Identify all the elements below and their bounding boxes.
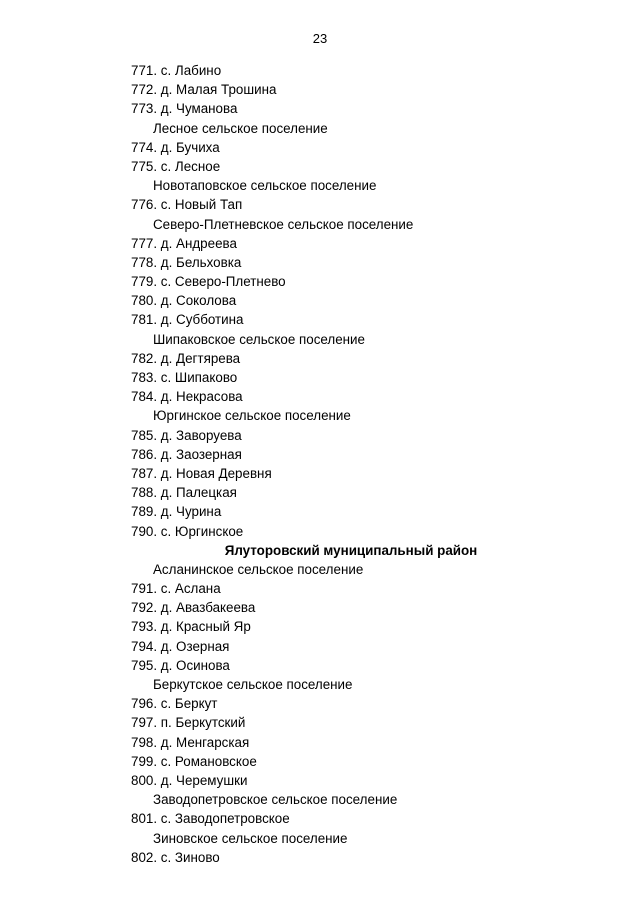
district-heading: Ялуторовский муниципальный район (224, 542, 478, 558)
locality-item: 789. д. Чурина (131, 504, 222, 520)
locality-item: 771. с. Лабино (131, 63, 222, 78)
locality-item: 773. д. Чуманова (131, 101, 238, 117)
locality-item: 778. д. Бельховка (131, 254, 242, 270)
locality-item: 777. д. Андреева (131, 235, 237, 251)
locality-item: 781. д. Субботина (131, 312, 244, 328)
locality-item: 793. д. Красный Яр (131, 619, 251, 635)
locality-item: 788. д. Палецкая (131, 485, 237, 501)
settlement-heading: Зиновское сельское поселение (153, 830, 348, 846)
settlement-heading: Асланинское сельское поселение (153, 561, 364, 577)
document-list (0, 61, 640, 867)
locality-item: 776. с. Новый Тап (131, 197, 243, 213)
page-number: 23 (312, 31, 328, 46)
settlement-heading: Юргинское сельское поселение (153, 408, 351, 424)
settlement-heading: Северо-Плетневское сельское поселение (153, 216, 414, 232)
locality-item: 785. д. Заворуева (131, 427, 242, 443)
locality-item: 797. п. Беркутский (131, 715, 246, 731)
settlement-heading: Новотаповское сельское поселение (153, 178, 377, 194)
locality-item: 774. д. Бучиха (131, 139, 220, 155)
locality-item: 799. с. Романовское (131, 753, 257, 769)
locality-item: 802. с. Зиново (131, 849, 220, 865)
locality-item: 786. д. Заозерная (131, 446, 242, 462)
locality-item: 795. д. Осинова (131, 657, 230, 673)
settlement-heading: Лесное сельское поселение (153, 120, 328, 136)
locality-item: 794. д. Озерная (131, 638, 230, 654)
settlement-heading: Заводопетровское сельское поселение (153, 792, 398, 808)
locality-item: 796. с. Беркут (131, 696, 218, 712)
locality-item: 784. д. Некрасова (131, 389, 243, 405)
settlement-heading: Беркутское сельское поселение (153, 677, 353, 692)
locality-item: 783. с. Шипаково (131, 370, 238, 385)
locality-item: 801. с. Заводопетровское (131, 811, 290, 827)
locality-item: 772. д. Малая Трошина (131, 82, 277, 98)
locality-item: 790. с. Юргинское (131, 523, 244, 539)
locality-item: 800. д. Черемушки (131, 772, 248, 788)
locality-item: 779. с. Северо-Плетнево (131, 274, 286, 290)
locality-item: 798. д. Менгарская (131, 734, 250, 750)
locality-item: 780. д. Соколова (131, 293, 237, 309)
locality-item: 787. д. Новая Деревня (131, 465, 272, 481)
locality-item: 782. д. Дегтярева (131, 350, 241, 366)
settlement-heading: Шипаковское сельское поселение (153, 331, 365, 347)
locality-item: 775. с. Лесное (131, 158, 221, 174)
locality-item: 792. д. Авазбакеева (131, 600, 256, 616)
locality-item: 791. с. Аслана (131, 581, 221, 597)
